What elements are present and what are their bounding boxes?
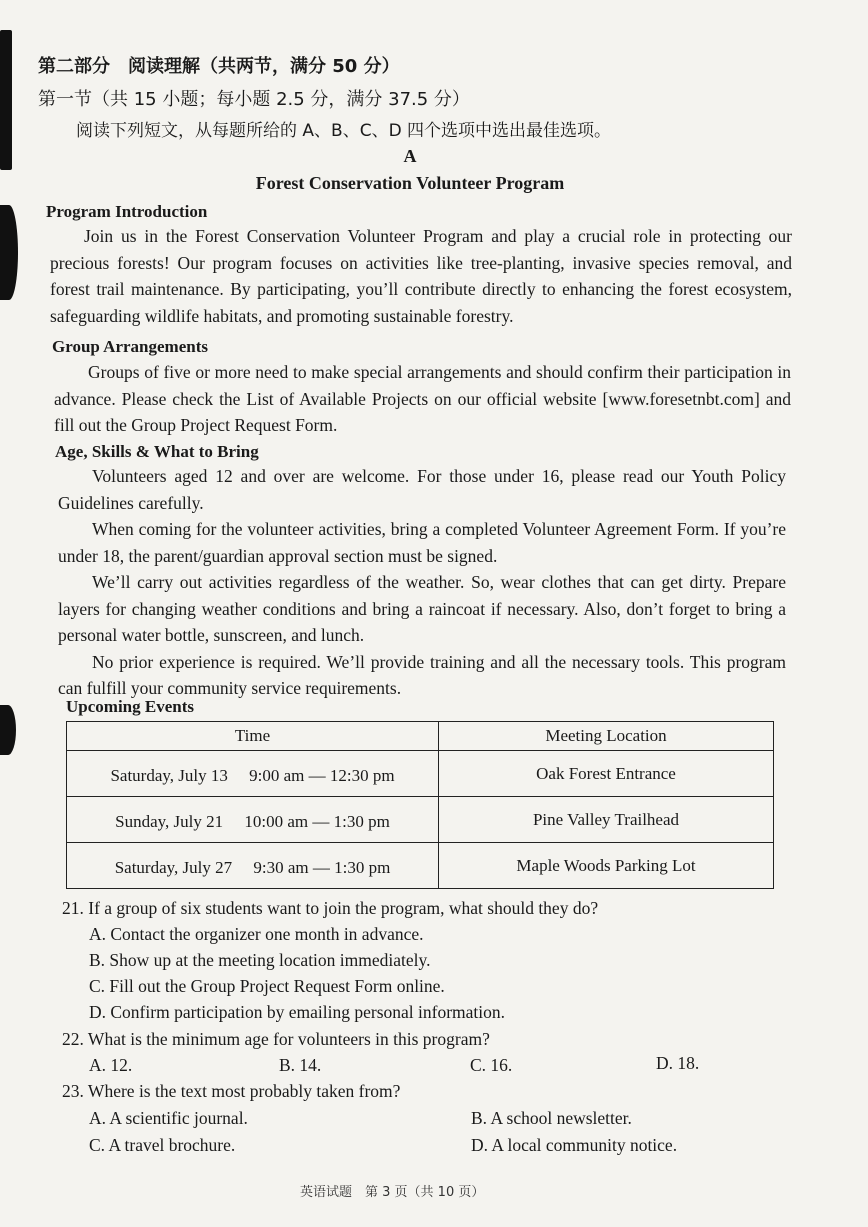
section-title: Group Arrangements (52, 337, 208, 356)
event-time: Sunday, July 21 10:00 am — 1:30 pm (67, 797, 439, 843)
group-block (54, 359, 791, 439)
question-stem: 22. What is the minimum age for volunteers in this program? (62, 1029, 490, 1049)
paragraph: When coming for the volunteer activities, bring a completed Volunteer Agreement Form. If you’re under 18, the parent/guardian approval section must be signed. (58, 519, 786, 566)
answer-option: B. 14. (279, 1055, 322, 1075)
answer-option: B. A school newsletter. (471, 1108, 632, 1128)
column-header: Meeting Location (439, 722, 774, 751)
passage-title: Forest Conservation Volunteer Program (255, 173, 565, 193)
column-header: Time (67, 722, 439, 751)
passage-letter: A (403, 146, 417, 166)
section-title: Program Introduction (46, 202, 208, 221)
paragraph: Join us in the Forest Conservation Volunteer Program and play a crucial role in protecting our precious forests! Our program focuses on activities like tree-planting, invasive species removal, and forest trail maintenance. By participating, you’ll contribute directly to enhancing the forest ecosystem, safeguarding wildlife habitats, and promoting sustainable forestry. (50, 226, 792, 326)
event-time: Saturday, July 13 9:00 am — 12:30 pm (67, 751, 439, 797)
section-heading: 第一节（共 15 小题；每小题 2.5 分，满分 37.5 分） (38, 89, 470, 110)
table-row (67, 843, 774, 889)
table-header-row (67, 722, 774, 751)
age-block (58, 463, 786, 702)
section-title: Age, Skills & What to Bring (55, 442, 259, 461)
question-stem: 23. Where is the text most probably taken from? (62, 1081, 401, 1101)
events-table (66, 721, 774, 889)
event-time: Saturday, July 27 9:30 am — 1:30 pm (67, 843, 439, 889)
part-heading: 第二部分 阅读理解（共两节，满分 50 分） (38, 56, 400, 77)
paragraph: Groups of five or more need to make special arrangements and should confirm their participation in advance. Please check the List of Available Projects on our official website [www.foresetnbt.com] and fill out the Group Project Request Form. (54, 362, 791, 435)
scan-edge-mark (0, 705, 16, 755)
question-stem: 21. If a group of six students want to join the program, what should they do? (62, 898, 599, 918)
answer-option: C. A travel brochure. (89, 1135, 236, 1155)
event-location: Oak Forest Entrance (439, 751, 774, 797)
paragraph: Volunteers aged 12 and over are welcome. For those under 16, please read our Youth Policy Guidelines carefully. (58, 466, 786, 513)
instruction: 阅读下列短文，从每题所给的 A、B、C、D 四个选项中选出最佳选项。 (76, 121, 612, 141)
event-location: Pine Valley Trailhead (439, 797, 774, 843)
answer-option: C. Fill out the Group Project Request Form online. (89, 976, 445, 996)
answer-option: A. Contact the organizer one month in advance. (89, 924, 424, 944)
table-row (67, 751, 774, 797)
answer-option: D. Confirm participation by emailing personal information. (89, 1002, 506, 1022)
paragraph: We’ll carry out activities regardless of the weather. So, wear clothes that can get dirty. Prepare layers for changing weather conditions and bring a raincoat if necessary. Also, don’t forget to bring a personal water bottle, sunscreen, and lunch. (58, 572, 786, 645)
table-row (67, 797, 774, 843)
page-footer: 英语试题 第 3 页（共 10 页） (300, 1185, 485, 1200)
events-heading: Upcoming Events (66, 697, 194, 716)
scan-edge-mark (0, 205, 18, 300)
answer-option: A. A scientific journal. (89, 1108, 248, 1128)
answer-option: D. 18. (656, 1053, 700, 1073)
intro-block (50, 223, 792, 329)
event-location: Maple Woods Parking Lot (439, 843, 774, 889)
answer-option: B. Show up at the meeting location immediately. (89, 950, 431, 970)
answer-option: C. 16. (470, 1055, 513, 1075)
answer-option: D. A local community notice. (471, 1135, 678, 1155)
paragraph: No prior experience is required. We’ll provide training and all the necessary tools. This program can fulfill your community service requirements. (58, 651, 786, 698)
answer-option: A. 12. (89, 1055, 133, 1075)
